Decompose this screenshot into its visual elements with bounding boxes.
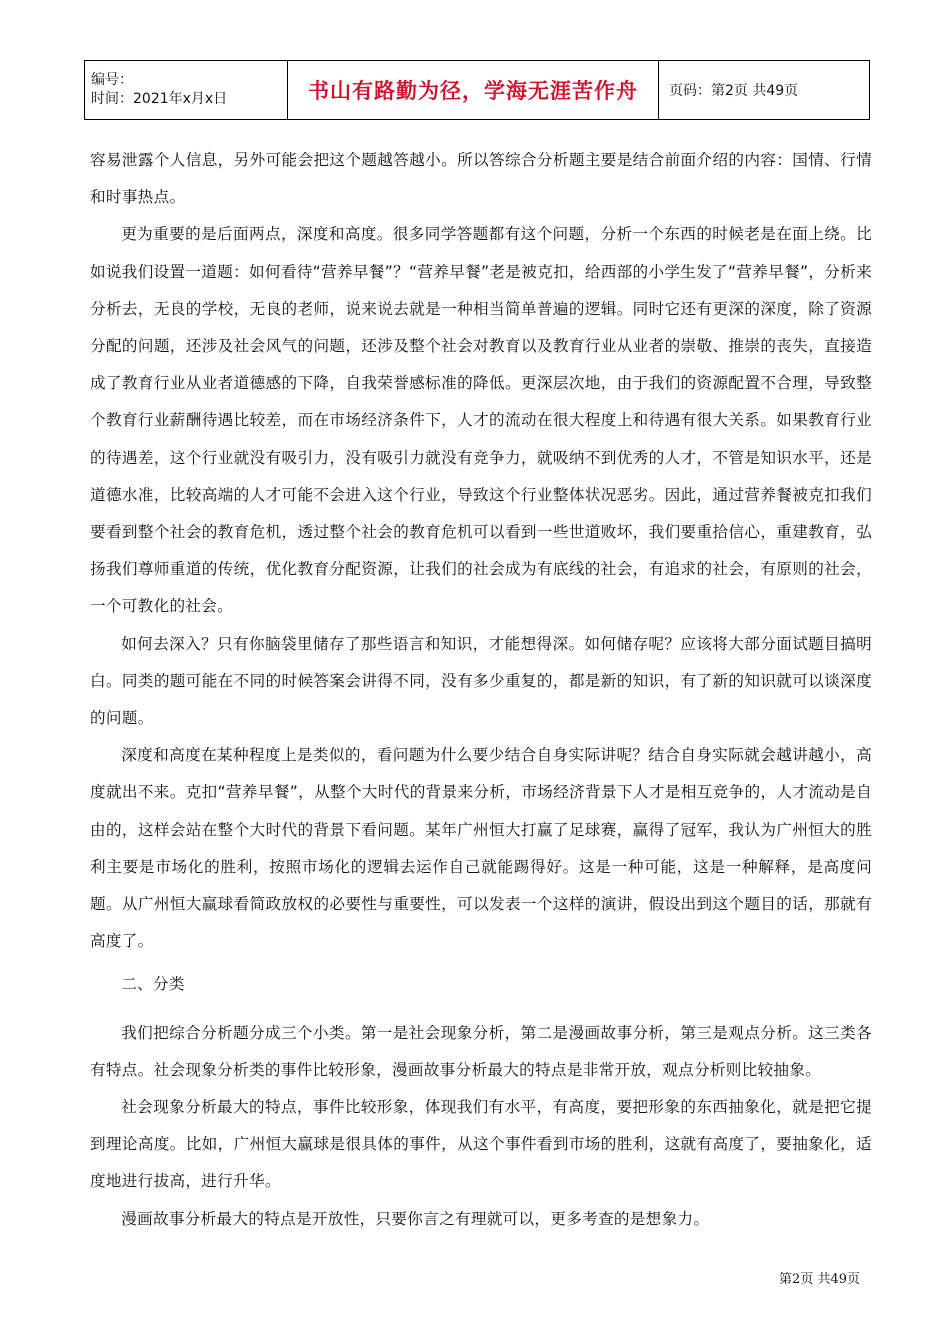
paragraph: 如何去深入？只有你脑袋里储存了那些语言和知识，才能想得深。如何储存呢？应该将大部分面试题目搞明白。同类的题可能在不同的时候答案会讲得不同，没有多少重复的，都是新的知识，有了新的知识就可以谈深度的问题。 (90, 634, 872, 728)
document-body (90, 142, 872, 1238)
page-footer: 第2页 共49页 (779, 1272, 860, 1287)
paragraph: 深度和高度在某种程度上是类似的，看问题为什么要少结合自身实际讲呢？结合自身实际就会越讲越小，高度就出不来。克扣“营养早餐”，从整个大时代的背景来分析，市场经济背景下人才是相互竞争的，人才流动是自由的，这样会站在整个大时代的背景下看问题。某年广州恒大打赢了足球赛，赢得了冠军，我认为广州恒大的胜利主要是市场化的胜利，按照市场化的逻辑去运作自己就能踢得好。这是一种可能，这是一种解释，是高度问题。从广州恒大赢球看简政放权的必要性与重要性，可以发表一个这样的演讲，假设出到这个题目的话，那就有高度了。 (90, 746, 872, 951)
paragraph: 更为重要的是后面两点，深度和高度。很多同学答题都有这个问题，分析一个东西的时候老是在面上绕。比如说我们设置一道题：如何看待“营养早餐”？“营养早餐”老是被克扣，给西部的小学生发了“营养早餐”，分析来分析去，无良的学校，无良的老师，说来说去就是一种相当简单普遍的逻辑。同时它还有更深的深度，除了资源分配的问题，还涉及社会风气的问题，还涉及整个社会对教育以及教育行业从业者的崇敬、推崇的丧失，直接造成了教育行业从业者道德感的下降，自我荣誉感标准的降低。更深层次地，由于我们的资源配置不合理，导致整个教育行业薪酬待遇比较差，而在市场经济条件下，人才的流动在很大程度上和待遇有很大关系。如果教育行业的待遇差，这个行业就没有吸引力，没有吸引力就没有竞争力，就吸纳不到优秀的人才，不管是知识水平，还是道德水准，比较高端的人才可能不会进入这个行业，导致这个行业整体状况恶劣。因此，通过营养餐被克扣我们要看到整个社会的教育危机，透过整个社会的教育危机可以看到一些世道败坏，我们要重拾信心，重建教育，弘扬我们尊师重道的传统，优化教育分配资源，让我们的社会成为有底线的社会，有追求的社会，有原则的社会，一个可教化的社会。 (90, 225, 872, 616)
header-slogan: 书山有路勤为径，学海无涯苦作舟 (288, 61, 659, 120)
document-header (84, 60, 870, 120)
header-meta-cell (85, 61, 288, 120)
number-label: 编号： (91, 72, 133, 88)
paragraph: 我们把综合分析题分成三个小类。第一是社会现象分析，第二是漫画故事分析，第三是观点分析。这三类各有特点。社会现象分析类的事件比较形象，漫画故事分析最大的特点是非常开放，观点分析则比较抽象。 (90, 1023, 872, 1079)
paragraph-continued: 容易泄露个人信息，另外可能会把这个题越答越小。所以答综合分析题主要是结合前面介绍的内容：国情、行情和时事热点。 (90, 151, 872, 207)
paragraph: 漫画故事分析最大的特点是开放性，只要你言之有理就可以，更多考查的是想象力。 (121, 1209, 710, 1228)
paragraph: 社会现象分析最大的特点，事件比较形象，体现我们有水平，有高度，要把形象的东西抽象化，就是把它提到理论高度。比如，广州恒大赢球是很具体的事件，从这个事件看到市场的胜利，这就有高度了，要抽象化，适度地进行拔高，进行升华。 (90, 1098, 872, 1191)
section-heading: 二、分类 (121, 975, 185, 994)
header-page-code: 页码：第2页 共49页 (659, 61, 870, 120)
date-label: 时间：2021年x月x日 (91, 91, 228, 107)
